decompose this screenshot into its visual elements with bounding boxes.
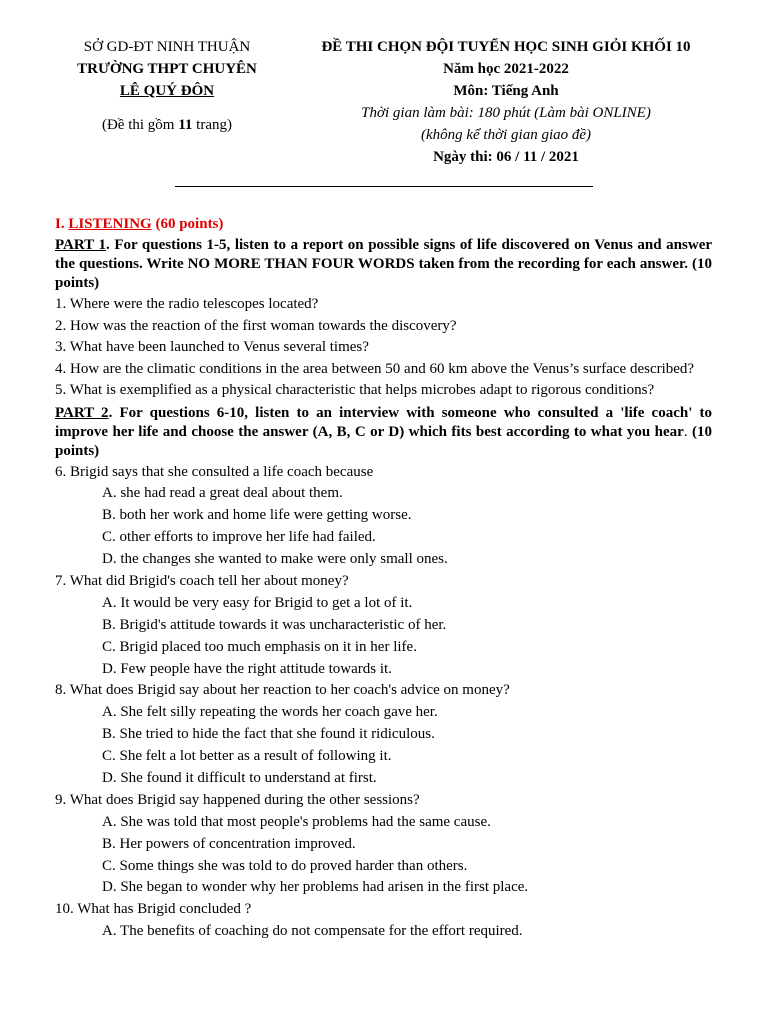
answer-option: C. other efforts to improve her life had failed. (102, 529, 376, 546)
part1-instruction-text: . For questions 1-5, listen to a report on possible signs of life discovered on Venus and answer the questions. Write NO MORE THAN FOUR WORDS taken from the recording for each answer. (10 points) (55, 237, 713, 291)
school-year: Năm học 2021-2022 (443, 61, 569, 77)
part1-instruction (55, 236, 712, 293)
section-title (55, 214, 712, 234)
subject: Môn: Tiếng Anh (453, 83, 559, 99)
answer-option: A. She was told that most people's problems had the same cause. (102, 813, 491, 830)
department-name: SỞ GD-ĐT NINH THUẬN (83, 39, 251, 55)
answer-option: C. She felt a lot better as a result of following it. (102, 748, 392, 765)
part2-instruction-dot: . (683, 423, 688, 440)
header-left (56, 36, 278, 136)
question-stem: 8. What does Brigid say about her reaction to her coach's advice on money? (55, 682, 510, 699)
exam-content (55, 214, 712, 945)
answer-option: B. Brigid's attitude towards it was uncharacteristic of her. (102, 616, 447, 633)
page-count-suffix: trang) (192, 117, 232, 133)
question-stem: 10. What has Brigid concluded ? (55, 901, 252, 918)
question-stem: 9. What does Brigid say happened during the other sessions? (55, 791, 420, 808)
school-name-line2: LÊ QUÝ ĐÔN (119, 83, 215, 99)
part2-points: (10 points) (55, 423, 713, 459)
section-points: (60 points) (151, 216, 224, 232)
section-name: LISTENING (68, 216, 152, 232)
answer-option: A. The benefits of coaching do not compensate for the effort required. (102, 923, 523, 940)
answer-option: D. She found it difficult to understand at first. (102, 769, 377, 786)
header-right (296, 36, 716, 168)
question: 1. Where were the radio telescopes located? (55, 296, 319, 312)
exam-duration: Thời gian làm bài: 180 phút (Làm bài ONLINE) (361, 105, 651, 121)
part2-label: PART 2 (55, 404, 109, 421)
part2-instruction-text: . For questions 6-10, listen to an interview with someone who consulted a 'life coach' to improve her life and choose the answer (A, B, C or D) which fits best according to what you hear (55, 404, 712, 440)
question: 2. How was the reaction of the first woman towards the discovery? (55, 317, 457, 334)
question-stem: 7. What did Brigid's coach tell her about money? (55, 572, 349, 589)
question-stem: 6. Brigid says that she consulted a life coach because (55, 463, 374, 480)
question: 3. What have been launched to Venus several times? (55, 339, 369, 355)
answer-option: A. It would be very easy for Brigid to get a lot of it. (102, 594, 413, 611)
part2-instruction (55, 404, 712, 461)
answer-option: D. She began to wonder why her problems had arisen in the first place. (102, 879, 529, 896)
header-divider (175, 186, 593, 187)
answer-option: B. She tried to hide the fact that she found it ridiculous. (102, 726, 435, 743)
answer-option: D. Few people have the right attitude towards it. (102, 660, 392, 677)
question: 4. How are the climatic conditions in the area between 50 and 60 km above the Venus’s surface described? (55, 360, 695, 377)
page-count-note (56, 114, 278, 136)
answer-option: C. Brigid placed too much emphasis on it in her life. (102, 638, 417, 655)
page-count-number: 11 (178, 117, 193, 133)
exam-date: Ngày thi: 06 / 11 / 2021 (433, 149, 579, 165)
exam-duration-note: (không kể thời gian giao đề) (420, 127, 592, 143)
answer-option: C. Some things she was told to do proved harder than others. (102, 857, 468, 874)
question: 5. What is exemplified as a physical characteristic that helps microbes adapt to rigorous conditions? (55, 382, 655, 398)
exam-title: ĐỀ THI CHỌN ĐỘI TUYỂN HỌC SINH GIỎI KHỐI 10 (321, 39, 691, 55)
answer-option: D. the changes she wanted to make were only small ones. (102, 551, 448, 568)
section-numeral: I. (55, 216, 69, 232)
school-name-line1: TRƯỜNG THPT CHUYÊN (77, 61, 257, 77)
answer-option: A. she had read a great deal about them. (102, 485, 343, 502)
answer-option: B. both her work and home life were getting worse. (102, 507, 412, 524)
answer-option: A. She felt silly repeating the words her coach gave her. (102, 704, 438, 721)
part1-label: PART 1 (55, 237, 106, 253)
page-count-prefix: (Đề thi gồm (101, 117, 179, 133)
answer-option: B. Her powers of concentration improved. (102, 835, 356, 852)
